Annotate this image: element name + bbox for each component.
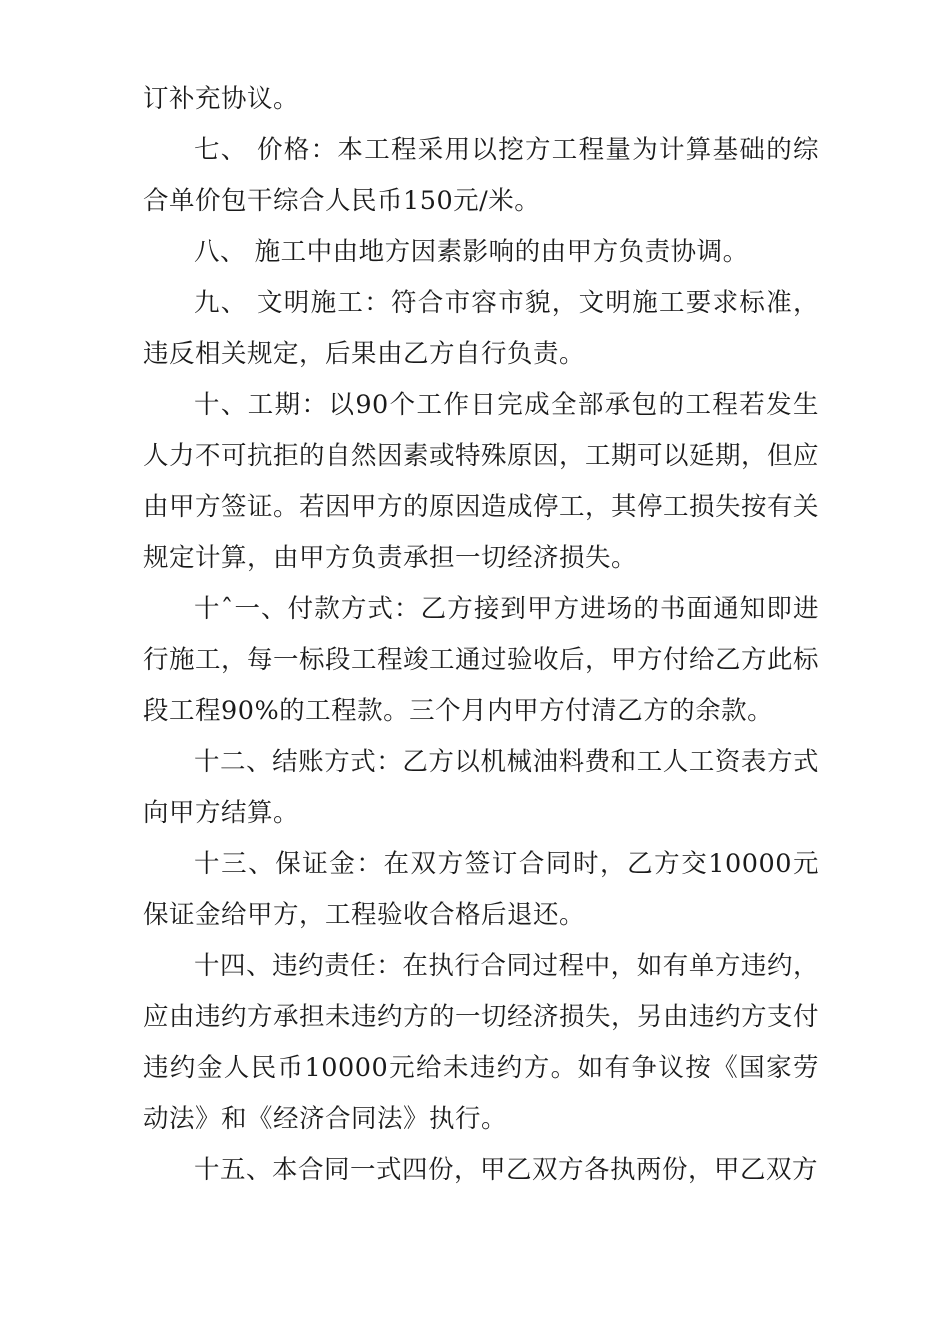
paragraph-clause-11-payment: 十ˆ一、付款方式：乙方接到甲方进场的书面通知即进行施工，每一标段工程竣工通过验收后，甲方付给乙方此标段工程90%的工程款。三个月内甲方付清乙方的余款。 — [143, 594, 820, 726]
paragraph-clause-12-settlement: 十二、结账方式：乙方以机械油料费和工人工资表方式向甲方结算。 — [143, 747, 819, 828]
paragraph-clause-7-price: 七、 价格：本工程采用以挖方工程量为计算基础的综合单价包干综合人民币150元/米。 — [143, 135, 819, 216]
paragraph-clause-10-duration: 十、工期：以90个工作日完成全部承包的工程若发生人力不可抗拒的自然因素或特殊原因，工期可以延期，但应由甲方签证。若因甲方的原因造成停工，其停工损失按有关规定计算，由甲方负责承担一切经济损失。 — [143, 390, 820, 573]
paragraph-clause-15-copies: 十五、本合同一式四份，甲乙双方各执两份，甲乙双方 — [194, 1155, 819, 1185]
paragraph-clause-9-civilized-construction: 九、 文明施工：符合市容市貌，文明施工要求标准，违反相关规定，后果由乙方自行负责。 — [143, 288, 819, 369]
paragraph-clause-14-liability: 十四、违约责任：在执行合同过程中，如有单方违约，应由违约方承担未违约方的一切经济损失，另由违约方支付违约金人民币10000元给未违约方。如有争议按《国家劳动法》和《经济合同法》执行。 — [143, 951, 820, 1134]
paragraph-clause-8-coordination: 八、 施工中由地方因素影响的由甲方负责协调。 — [194, 237, 749, 267]
paragraph-clause-13-deposit: 十三、保证金：在双方签订合同时，乙方交10000元保证金给甲方，工程验收合格后退还。 — [143, 849, 819, 930]
paragraph-continuation: 订补充协议。 — [143, 84, 300, 114]
document-page — [143, 74, 819, 1196]
